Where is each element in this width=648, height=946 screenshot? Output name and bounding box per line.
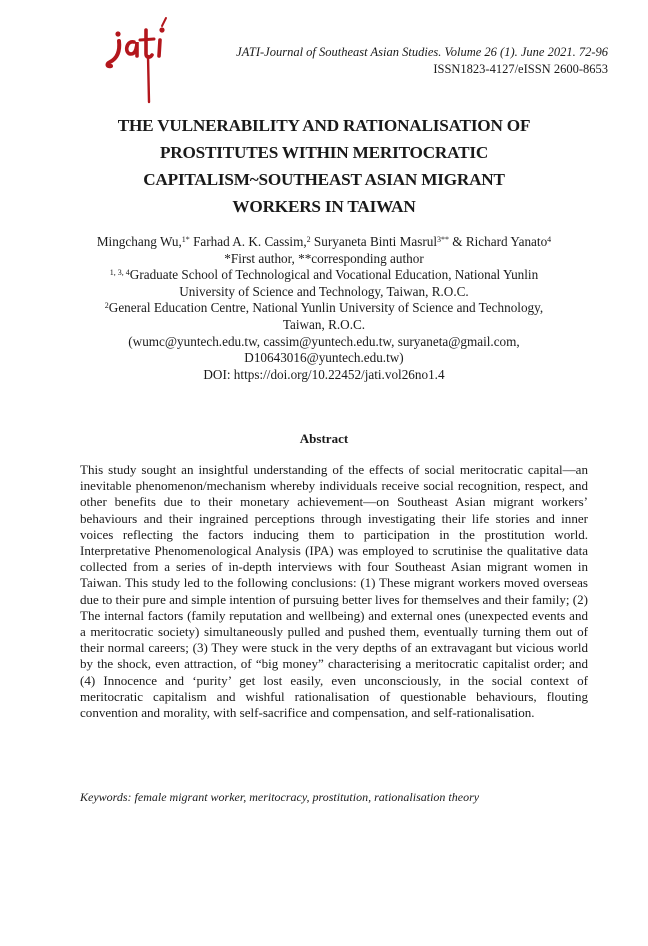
author-marker: 4 (547, 235, 552, 244)
author-marker: 1* (181, 235, 190, 244)
title-line: CAPITALISM~SOUTHEAST ASIAN MIGRANT (143, 170, 505, 189)
author-name: Suryaneta Binti Masrul (310, 234, 437, 249)
author-note: *First author, **corresponding author (224, 250, 424, 266)
author-marker: 3** (437, 235, 449, 244)
keywords-line: Keywords: female migrant worker, meritocracy, prostitution, rationalisation theory (80, 790, 480, 804)
author-name: Farhad A. K. Cassim, (189, 234, 307, 249)
issn-line: ISSN1823-4127/eISSN 2600-8653 (433, 62, 608, 76)
author-marker: 2 (306, 235, 311, 244)
affiliation-1-cont: University of Science and Technology, Taiwan, R.O.C. (179, 283, 469, 299)
author-block (30, 234, 618, 383)
affiliation-text: Graduate School of Technological and Vocational Education, National Yunlin (129, 267, 539, 283)
title-line: PROSTITUTES WITHIN MERITOCRATIC (159, 143, 489, 162)
paper-title (60, 112, 588, 220)
email-list-cont: D10643016@yuntech.edu.tw) (244, 350, 404, 366)
journal-logo (104, 12, 176, 104)
author-name: Mingchang Wu, (96, 234, 182, 249)
title-line: THE VULNERABILITY AND RATIONALISATION OF (117, 116, 531, 135)
abstract-text: This study sought an insightful understanding of the effects of social meritocratic capital—an inevitable phenomenon/mechanism whereby individuals receive social recognition, respect, and other benefits due to their monetary achievement—on Southeast Asian migrant workers’ behaviours and their ingrained perceptions through investigating their life stories and inner voices reflecting the factors inducing them to participation in the prostitution world. Interpretative Phenomenological Analysis (IPA) was employed to scrutinise the qualitative data collected from a series of in-depth interviews with four Southeast Asian migrant women in Taiwan. This study led to the following conclusions: (1) These migrant workers moved overseas due to their pure and simple intention of pursuing better lives for themselves and their family; (2) The internal factors (family reputation and wellbeing) and external ones (unexpected events and a meritocratic society) simultaneously pulled and pushed them, eventually turning them out of their normal careers; (3) They were stuck in the very depths of an extravagant but vicious world by the shock, even attraction, of “big money” characterising a meritocratic capitalist order; and (4) Innocence and ‘purity’ get lost easily, even unconsciously, in the social context of meritocratic capitalism and wishful rationalisation of questionable behaviours, flouting convention and morality, with self-sacrifice and compensation, and self-rationalisation. (80, 462, 588, 721)
journal-header (236, 44, 608, 78)
affiliation-text: General Education Centre, National Yunlin University of Science and Technology, (108, 300, 544, 316)
doi-link[interactable]: DOI: https://doi.org/10.22452/jati.vol26no1.4 (203, 366, 445, 382)
affiliation-2-cont: Taiwan, R.O.C. (282, 316, 366, 332)
affiliation-2 (30, 300, 618, 317)
author-list (30, 234, 618, 251)
email-list: (wumc@yuntech.edu.tw, cassim@yuntech.edu.tw, suryaneta@gmail.com, (128, 333, 520, 349)
affiliation-marker: 1, 3, 4 (109, 268, 130, 278)
jati-logo-mark (104, 12, 176, 104)
journal-citation: JATI-Journal of Southeast Asian Studies. Volume 26 (1). June 2021. 72-96 (236, 45, 608, 59)
title-line: WORKERS IN TAIWAN (232, 197, 416, 216)
affiliation-1 (30, 267, 618, 284)
author-name: & Richard Yanato (449, 234, 548, 249)
affiliation-marker: 2 (104, 301, 109, 311)
abstract-heading: Abstract (299, 431, 349, 446)
